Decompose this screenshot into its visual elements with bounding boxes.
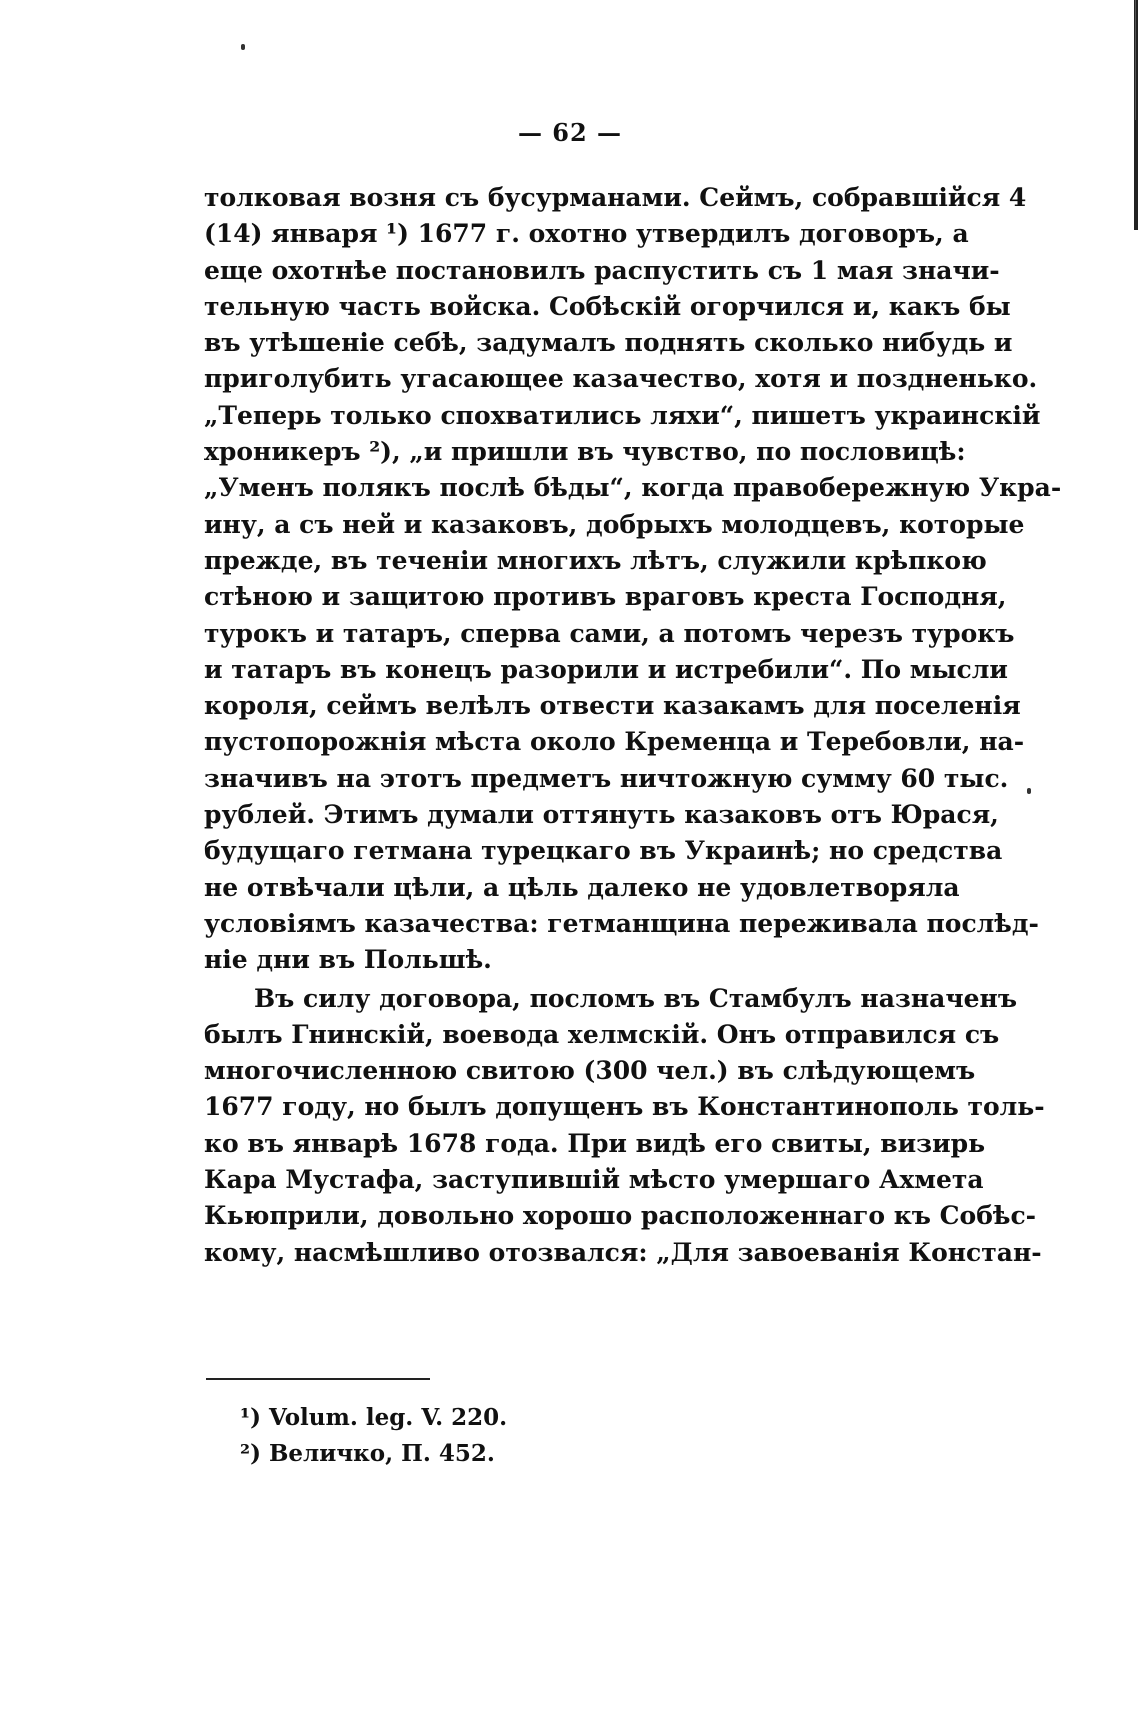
text-line: ину, а съ ней и казаковъ, добрыхъ молодцевъ, которые — [204, 509, 1025, 539]
text-line: хроникеръ ²), „и пришли въ чувство, по пословицѣ: — [204, 437, 966, 467]
print-speck — [1027, 788, 1031, 794]
text-line: кому, насмѣшливо отозвался: „Для завоеванiя Констан- — [204, 1237, 1042, 1267]
text-line: не отвѣчали цѣли, а цѣль далеко не удовлетворяла — [204, 872, 960, 902]
text-line: Кара Мустафа, заступившiй мѣсто умершаго Ахмета — [204, 1165, 984, 1195]
page-edge-line-thin — [1135, 0, 1136, 120]
text-line: былъ Гнинскiй, воевода хелмскiй. Онъ отправился съ — [204, 1019, 1000, 1049]
text-line: турокъ и татаръ, сперва сами, а потомъ черезъ турокъ — [204, 618, 1015, 648]
text-line: приголубить угасающее казачество, хотя и поздненько. — [204, 364, 1038, 394]
text-line: (14) января ¹) 1677 г. охотно утвердилъ договоръ, а — [204, 219, 969, 249]
text-line: условiямъ казачества: гетманщина переживала послѣд- — [204, 908, 1039, 938]
footnote-2: ²) Величко, П. 452. — [240, 1440, 495, 1467]
body-text — [204, 180, 1062, 1271]
text-line: прежде, въ теченiи многихъ лѣтъ, служили крѣпкою — [204, 545, 987, 575]
text-line: толковая возня съ бусурманами. Сеймъ, собравшiйся 4 — [204, 183, 1027, 212]
text-line: въ утѣшенiе себѣ, задумалъ поднять сколько нибудь и — [204, 328, 1013, 358]
text-line: „Теперь только спохватились ляхи“, пишетъ украинскiй — [204, 400, 1041, 430]
text-line: тельную часть войска. Собѣскiй огорчился и, какъ бы — [204, 291, 1011, 321]
text-line: будущаго гетмана турецкаго въ Украинѣ; но средства — [204, 836, 1003, 866]
text-line: пустопорожнiя мѣста около Кременца и Теребовли, на- — [204, 727, 1025, 757]
paragraph-2 — [204, 981, 1045, 1271]
paragraph-1 — [204, 180, 1062, 979]
text-line: короля, сеймъ велѣлъ отвести казакамъ для поселенiя — [204, 691, 1021, 721]
text-line: и татаръ въ конецъ разорили и истребили“. По мысли — [204, 654, 1008, 684]
footnote-divider — [206, 1378, 430, 1380]
footnotes — [240, 1400, 507, 1472]
text-line: нiе дни въ Польшѣ. — [204, 945, 492, 975]
text-line: многочисленною свитою (300 чел.) въ слѣдующемъ — [204, 1056, 976, 1086]
page-number: — 62 — — [517, 118, 623, 147]
text-line: 1677 году, но былъ допущенъ въ Константинополь толь- — [204, 1092, 1045, 1122]
print-speck — [241, 44, 245, 50]
text-line: стѣною и защитою противъ враговъ креста Господня, — [204, 582, 1007, 612]
text-line: Въ силу договора, посломъ въ Стамбулъ назначенъ — [254, 983, 1018, 1013]
text-line: „Уменъ полякъ послѣ бѣды“, когда правобережную Укра- — [204, 473, 1062, 503]
text-line: рублей. Этимъ думали оттянуть казаковъ отъ Юрася, — [204, 800, 999, 830]
text-line: еще охотнѣе постановилъ распустить съ 1 мая значи- — [204, 255, 1000, 285]
footnote-1: ¹) Volum. leg. V. 220. — [240, 1404, 508, 1431]
text-line: Кьюприли, довольно хорошо расположеннаго къ Собѣс- — [204, 1201, 1037, 1231]
text-line: ко въ январѣ 1678 года. При видѣ его свиты, визирь — [204, 1128, 986, 1158]
text-line: значивъ на этотъ предметъ ничтожную сумму 60 тыс. — [204, 763, 1009, 793]
